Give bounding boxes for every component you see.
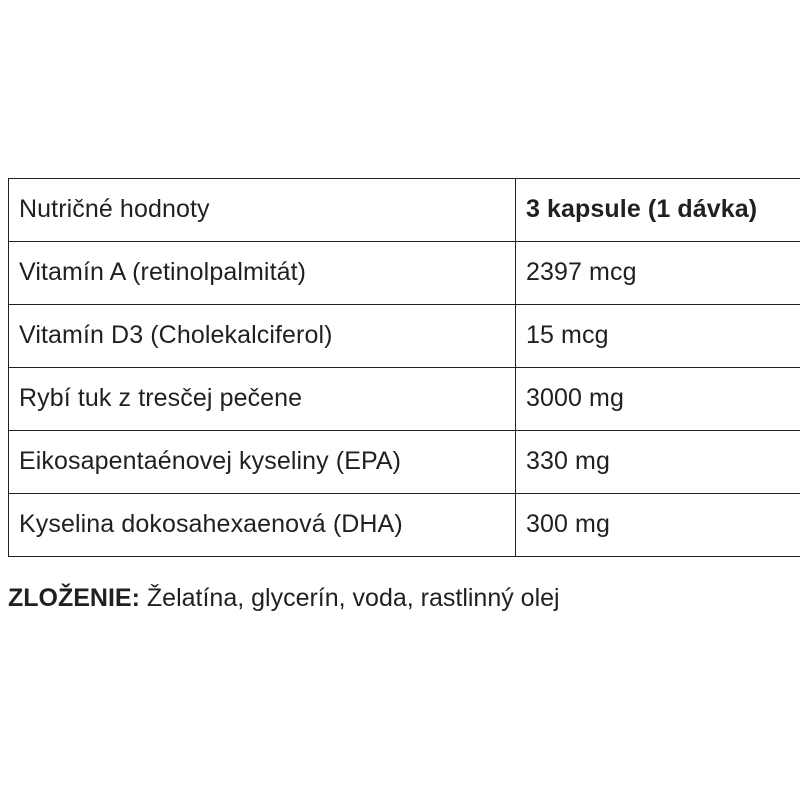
table-header-row bbox=[9, 179, 800, 242]
table-row bbox=[9, 431, 800, 494]
nutrition-table-panel bbox=[8, 178, 792, 557]
nutrient-name: Kyselina dokosahexaenová (DHA) bbox=[9, 494, 516, 557]
nutrient-value: 300 mg bbox=[516, 494, 800, 557]
nutrient-value: 15 mcg bbox=[516, 305, 800, 368]
nutrient-name: Rybí tuk z tresčej pečene bbox=[9, 368, 516, 431]
table-header-name: Nutričné hodnoty bbox=[9, 179, 516, 242]
nutrient-value: 2397 mcg bbox=[516, 242, 800, 305]
nutrient-name: Vitamín D3 (Cholekalciferol) bbox=[9, 305, 516, 368]
nutrient-name: Eikosapentaénovej kyseliny (EPA) bbox=[9, 431, 516, 494]
table-row bbox=[9, 242, 800, 305]
composition-line bbox=[8, 584, 798, 613]
table-row bbox=[9, 494, 800, 557]
nutrition-table bbox=[8, 178, 800, 557]
composition-label: ZLOŽENIE: bbox=[8, 584, 140, 612]
table-header-serving: 3 kapsule (1 dávka) bbox=[516, 179, 800, 242]
nutrient-value: 3000 mg bbox=[516, 368, 800, 431]
composition-text: Želatína, glycerín, voda, rastlinný olej bbox=[146, 584, 560, 612]
nutrient-name: Vitamín A (retinolpalmitát) bbox=[9, 242, 516, 305]
table-row bbox=[9, 368, 800, 431]
nutrient-value: 330 mg bbox=[516, 431, 800, 494]
table-row bbox=[9, 305, 800, 368]
